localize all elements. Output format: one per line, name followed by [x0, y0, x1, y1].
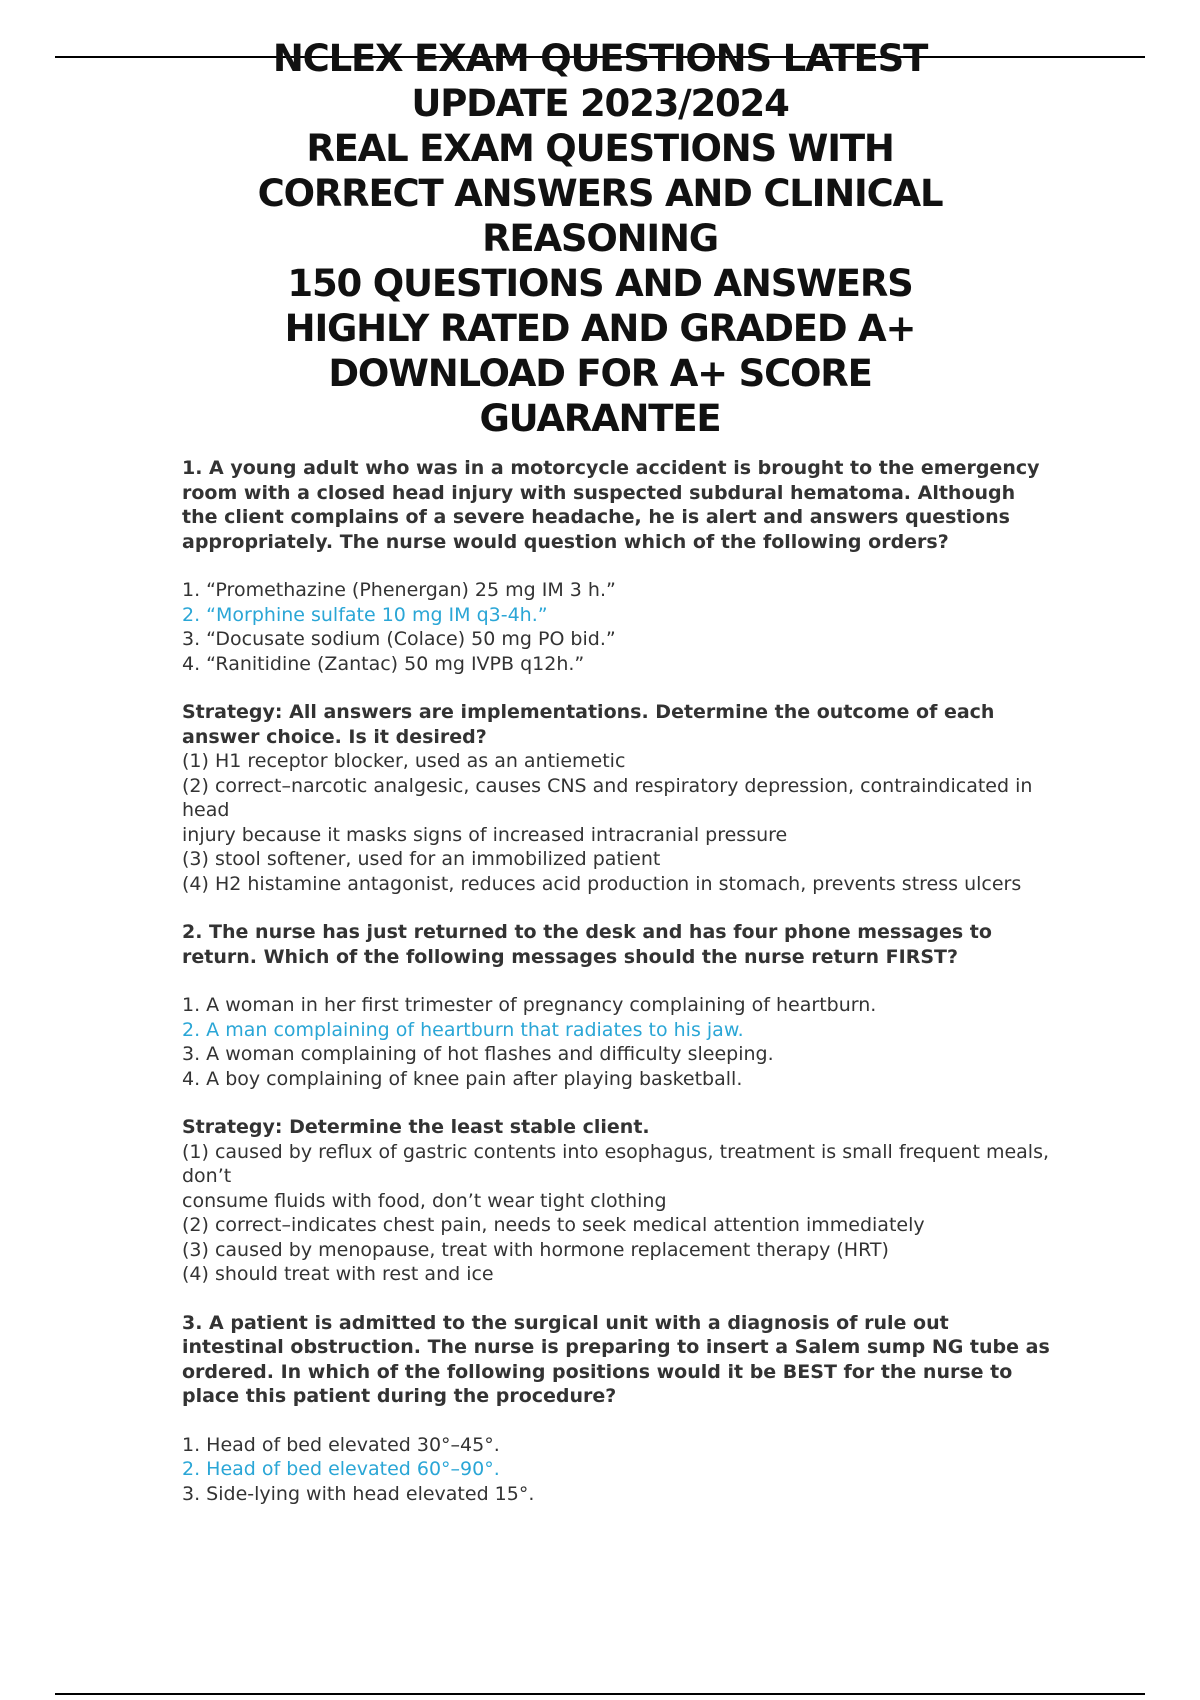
rationale-line: (4) H2 histamine antagonist, reduces acid production in stomach, prevents stress ulcers — [182, 872, 1022, 895]
title-line: HIGHLY RATED AND GRADED A+ — [284, 307, 916, 350]
title-line: GUARANTEE — [479, 397, 721, 440]
answer-options — [182, 578, 1052, 676]
question-1 — [182, 456, 1052, 896]
rationale-line: (4) should treat with rest and ice — [182, 1263, 494, 1285]
answer-option: 4. “Ranitidine (Zantac) 50 mg IVPB q12h.” — [182, 652, 585, 675]
question-stem: 3. A patient is admitted to the surgical unit with a diagnosis of rule out intestinal obstruction. The nurse is preparing to insert a Salem sump NG tube as ordered. In which of the following positions would it be BEST for the nurse to place this patient during the procedure? — [182, 1311, 1050, 1407]
questions-content — [182, 456, 1052, 1530]
question-stem: 2. The nurse has just returned to the desk and has four phone messages to return. Which of the following messages should the nurse return FIRST? — [182, 921, 992, 968]
document-title — [180, 36, 1020, 441]
question-stem: 1. A young adult who was in a motorcycle accident is brought to the emergency room with a closed head injury with suspected subdural hematoma. Although the client complains of a severe headache, he is alert and answers questions appropriately. The nurse would question which of the following orders? — [182, 457, 1040, 553]
correct-answer-option: 2. “Morphine sulfate 10 mg IM q3-4h.” — [182, 603, 548, 626]
answer-option: 3. Side-lying with head elevated 15°. — [182, 1482, 535, 1505]
strategy-heading: Strategy: All answers are implementations. Determine the outcome of each answer choice. Is it desired? — [182, 701, 995, 748]
strategy-rationale — [182, 1140, 1052, 1287]
rationale-line: (2) correct–indicates chest pain, needs to seek medical attention immediately — [182, 1214, 925, 1236]
question-3 — [182, 1311, 1052, 1507]
answer-option: 3. A woman complaining of hot flashes and difficulty sleeping. — [182, 1043, 774, 1065]
answer-option: 1. Head of bed elevated 30°–45°. — [182, 1433, 500, 1456]
rationale-line: injury because it masks signs of increased intracranial pressure — [182, 823, 788, 846]
strategy-rationale — [182, 749, 1052, 896]
title-line: REASONING — [482, 217, 718, 260]
title-line: DOWNLOAD FOR A+ SCORE — [328, 352, 872, 395]
rationale-line: (1) H1 receptor blocker, used as an antiemetic — [182, 750, 626, 772]
title-line: 150 QUESTIONS AND ANSWERS — [287, 262, 913, 305]
answer-option: 1. “Promethazine (Phenergan) 25 mg IM 3 h.” — [182, 579, 616, 601]
answer-option: 3. “Docusate sodium (Colace) 50 mg PO bid.” — [182, 628, 616, 650]
answer-options — [182, 1433, 1052, 1507]
title-line: UPDATE 2023/2024 — [411, 82, 789, 125]
title-line: CORRECT ANSWERS AND CLINICAL — [257, 172, 943, 215]
answer-options — [182, 993, 1052, 1091]
correct-answer-option: 2. A man complaining of heartburn that radiates to his jaw. — [182, 1018, 744, 1041]
rationale-line: (3) stool softener, used for an immobilized patient — [182, 848, 661, 870]
rationale-line: consume fluids with food, don’t wear tight clothing — [182, 1189, 667, 1212]
title-line: NCLEX EXAM QUESTIONS LATEST — [272, 37, 928, 80]
rationale-line: (1) caused by reflux of gastric contents into esophagus, treatment is small frequent meals, don’t — [182, 1140, 1050, 1187]
strategy-heading: Strategy: Determine the least stable client. — [182, 1116, 650, 1138]
title-line: REAL EXAM QUESTIONS WITH — [306, 127, 894, 170]
question-2 — [182, 920, 1052, 1287]
correct-answer-option: 2. Head of bed elevated 60°–90°. — [182, 1458, 500, 1480]
answer-option: 4. A boy complaining of knee pain after playing basketball. — [182, 1067, 743, 1090]
rationale-line: (3) caused by menopause, treat with hormone replacement therapy (HRT) — [182, 1238, 889, 1261]
bottom-rule — [55, 1693, 1145, 1695]
rationale-line: (2) correct–narcotic analgesic, causes CNS and respiratory depression, contraindicated in head — [182, 774, 1033, 821]
answer-option: 1. A woman in her first trimester of pregnancy complaining of heartburn. — [182, 994, 877, 1016]
